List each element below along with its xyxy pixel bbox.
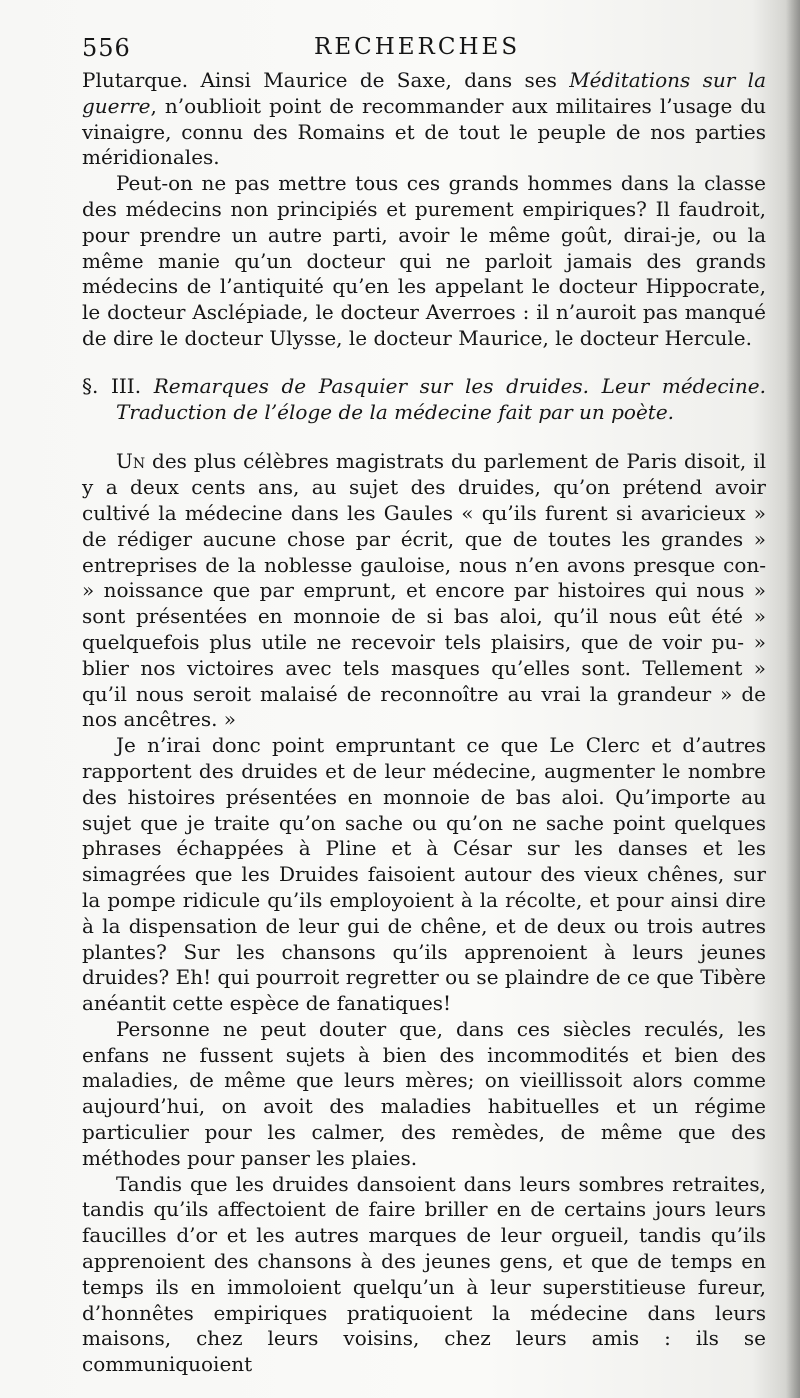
running-title: RECHERCHES — [314, 34, 521, 60]
section-number: §. III. — [82, 373, 142, 398]
paragraph-1 — [82, 68, 766, 171]
main-text — [82, 68, 766, 1378]
paragraph-3 — [82, 449, 766, 733]
paragraph-5: Personne ne peut douter que, dans ces siècles reculés, les enfans ne fussent sujets à bien des incommodités et bien des maladies, de même que leurs mères; on vieillissoit alors comme aujourd’hui, on avoit des maladies habituelles et un régime particulier pour les calmer, des remèdes, de même que des méthodes pour panser les plaies. — [82, 1016, 766, 1170]
paragraph-6: Tandis que les druides dansoient dans leurs sombres retraites, tandis qu’ils affectoient de faire briller en de certains jours leurs faucilles d’or et les autres marques de leur orgueil, tandis qu’ils apprenoient des chansons à des jeunes gens, et que de temps en temps ils en immoloient quelqu’un à leur superstitieuse fureur, d’honnêtes empiriques pratiquoient la médecine dans leurs maisons, chez leurs voisins, chez leurs amis : ils se communiquoient — [82, 1171, 766, 1377]
section-title: Remarques de Pasquier sur les druides. Leur médecine. Traduction de l’éloge de la médecine fait par un poète. — [116, 373, 766, 424]
page-number: 556 — [82, 34, 131, 62]
paragraph-2: Peut-on ne pas mettre tous ces grands hommes dans la classe des médecins non principiés et purement empiriques? Il faudroit, pour prendre un autre parti, avoir le même goût, dirai-je, ou la même manie qu’un docteur qui ne parloit jamais des grands médecins de l’antiquité qu’en les appelant le docteur Hippocrate, le docteur Asclépiade, le docteur Averroes : il n’auroit pas manqué de dire le docteur Ulysse, le docteur Maurice, le docteur Hercule. — [82, 171, 766, 350]
paragraph-4: Je n’irai donc point empruntant ce que Le Clerc et d’autres rapportent des druides et de leur médecine, augmenter le nombre des histoires présentées en monnoie de bas aloi. Qu’importe au sujet que je traite qu’on sache ou qu’on ne sache point quelques phrases échappées à Pline et à César sur les danses et les simagrées que les Druides faisoient autour des vieux chênes, sur la pompe ridicule qu’ils employoient à la récolte, et pour ainsi dire à la dispensation de leur gui de chêne, et de deux ou trois autres plantes? Sur les chansons qu’ils apprenoient à leurs jeunes druides? Eh! qui pourroit regretter ou se plaindre de ce que Tibère anéantit cette espèce de fanatiques! — [82, 733, 766, 1016]
paragraph-3-first-word: Un — [116, 449, 146, 474]
page-edge-shadow — [786, 0, 800, 1398]
section-heading — [82, 374, 766, 426]
paragraph-3-text: des plus célèbres magistrats du parlement de Paris disoit, il y a deux cents ans, au sujet des druides, qu’on prétend avoir cultivé la médecine dans les Gaules « qu’ils furent si avaricieux » de rédiger aucune chose par écrit, que de toutes les grandes » entreprises de la noblesse gauloise, nous n’en avons presque con- » noissance que par emprunt, et encore par histoires qui nous » sont présentées en monnoie de si bas aloi, qu’il nous eût été » quelquefois plus utile ne recevoir tels plaisirs, que de voir pu- » blier nos victoires avec tels masques qu’elles sont. Tellement » qu’il nous seroit malaisé de reconnoître au vrai la grandeur » de nos ancêtres. » — [82, 449, 766, 732]
paragraph-1-text-b: , n’oublioit point de recommander aux militaires l’usage du vinaigre, connu des Romains et de tout le peuple de nos parties méridionales. — [82, 93, 766, 170]
book-title-italic: Méditations sur la guerre — [82, 68, 766, 118]
page-header — [82, 34, 742, 68]
paragraph-1-text-a: Plutarque. Ainsi Maurice de Saxe, dans ses — [82, 68, 570, 92]
